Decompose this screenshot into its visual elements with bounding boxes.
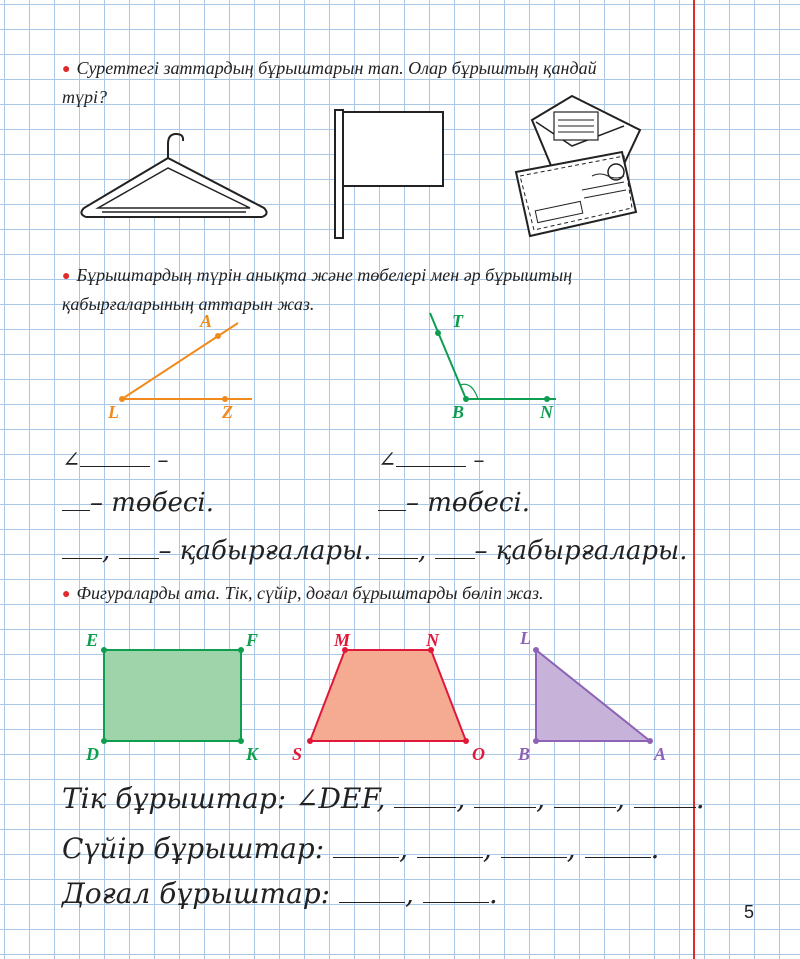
triangle-lba [536,650,650,741]
label-d: D [86,744,99,764]
label-m: M [334,630,351,650]
angle-answer-right[interactable]: ∠ – [378,448,485,473]
hanger-icon [76,128,272,224]
trapezoid-mnos [310,650,466,741]
envelopes-icon [512,90,652,240]
label-s: S [292,744,303,764]
vertex-answer-right[interactable]: – төбесі. [378,488,530,518]
label-e: E [86,630,99,650]
label-n: N [540,402,553,422]
label-z: Z [222,402,233,422]
label-k: K [246,744,259,764]
vertex-answer-left[interactable]: – төбесі. [62,488,214,518]
red-margin-line [693,0,695,959]
task-2-text: ● Бұрыштардың түрін анықта және төбелері мен әр бұрыштың қабырғаларының аттарын жаз. [62,265,573,314]
angle-tbn-diagram [420,305,570,425]
page-number: 5 [744,902,755,922]
label-a2: A [654,744,667,764]
rectangle-defk [104,650,241,741]
label-o: O [472,744,485,764]
bullet-icon: ● [62,269,71,284]
label-b2: B [518,744,531,764]
bullet-icon: ● [62,587,71,602]
sides-answer-right[interactable]: , – қабырғалары. [378,536,687,566]
figures-diagram [70,620,690,770]
obtuse-angles-line[interactable]: Доғал бұрыштар: , . [62,877,498,910]
label-l: L [108,402,119,422]
task-3-text: ● Фигураларды ата. Тік, сүйір, доғал бұрыштарды бөліп жаз. [62,583,544,603]
label-n2: N [426,630,439,650]
acute-angles-line[interactable]: Сүйір бұрыштар: , , , . [62,832,660,865]
bullet-icon: ● [62,62,71,77]
label-f: F [246,630,259,650]
angle-alz-diagram [100,305,270,425]
label-a: A [200,311,213,331]
label-t: T [452,311,463,331]
flag-icon [330,108,448,240]
right-angles-line[interactable]: Тік бұрыштар: ∠DEF, , , , . [62,782,705,815]
angle-answer-left[interactable]: ∠ – [62,448,169,473]
sides-answer-left[interactable]: , – қабырғалары. [62,536,371,566]
task-1-text: ● Суреттегі заттардың бұрыштарын тап. Олар бұрыштың қандай түрі? [62,58,597,107]
label-b: B [452,402,465,422]
label-l2: L [520,628,531,648]
